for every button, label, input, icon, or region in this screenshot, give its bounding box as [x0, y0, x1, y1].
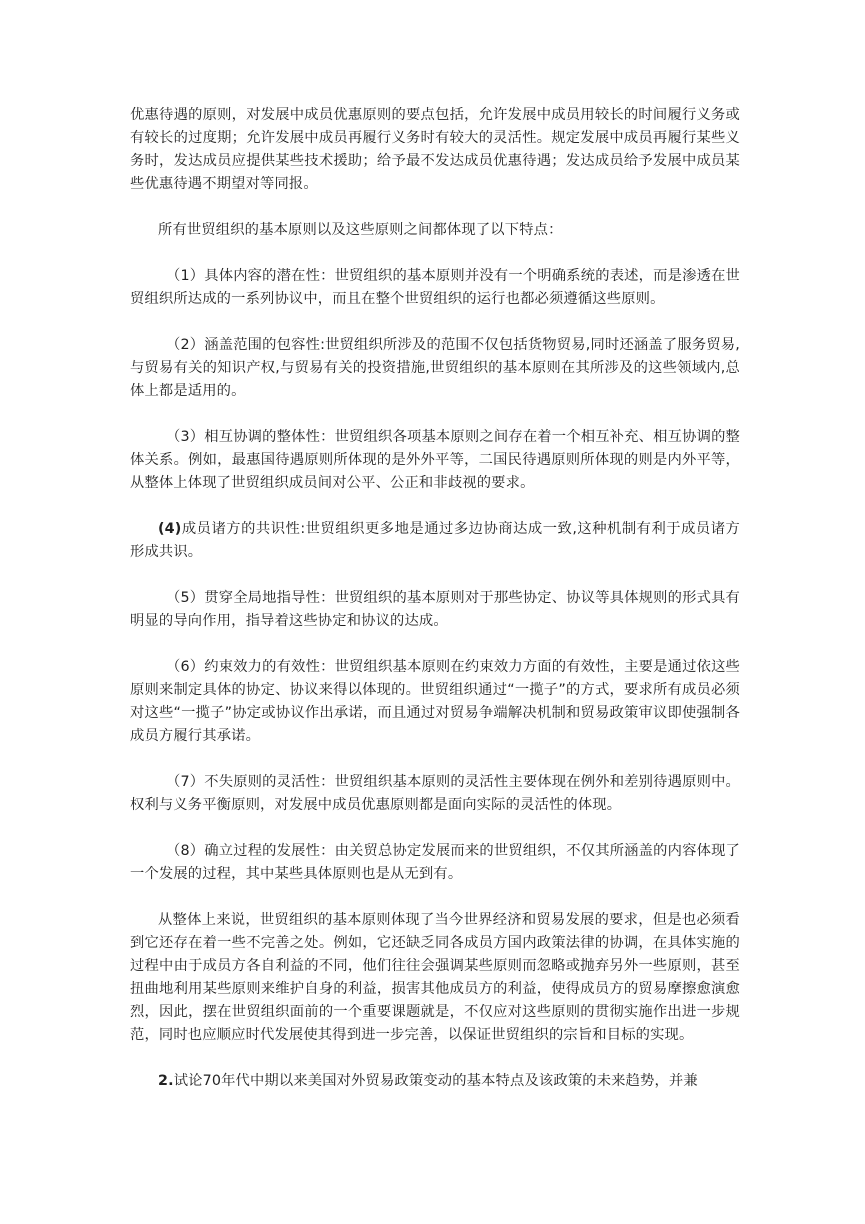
paragraph-lead: (4): [158, 521, 182, 537]
paragraph-item-6: [130, 656, 740, 748]
paragraph-item-7: [130, 771, 740, 817]
paragraph-item-5: [130, 587, 740, 633]
paragraph-question-2: [130, 1070, 740, 1093]
paragraph-text: （2）涵盖范围的包容性:世贸组织所涉及的范围不仅包括货物贸易,同时还涵盖了服务贸易,与贸易有关的知识产权,与贸易有关的投资措施,世贸组织的基本原则在其所涉及的这些领域内,总体上都是适用的。: [130, 337, 740, 399]
paragraph-item-3: [130, 426, 740, 495]
paragraph-conclusion: [130, 909, 740, 1047]
paragraph-characteristics-intro: [130, 219, 740, 242]
paragraph-lead: 2.: [158, 1073, 174, 1089]
paragraph-text: （8）确立过程的发展性：由关贸总协定发展而来的世贸组织，不仅其所涵盖的内容体现了一个发展的过程，其中某些具体原则也是从无到有。: [130, 843, 740, 882]
paragraph-item-2: [130, 334, 740, 403]
paragraph-text: 试论70年代中期以来美国对外贸易政策变动的基本特点及该政策的未来趋势，并兼: [173, 1073, 698, 1089]
paragraph-text: （6）约束效力的有效性：世贸组织基本原则在约束效力方面的有效性，主要是通过依这些原则来制定具体的协定、协议来得以体现的。世贸组织通过“一揽子”的方式，要求所有成员必须对这些“一揽子”协定或协议作出承诺，而且通过对贸易争端解决机制和贸易政策审议即使强制各成员方履行其承诺。: [130, 659, 740, 744]
paragraph-item-8: [130, 840, 740, 886]
document-body: [130, 104, 740, 1116]
paragraph-text: （1）具体内容的潜在性：世贸组织的基本原则并没有一个明确系统的表述，而是渗透在世贸组织所达成的一系列协议中，而且在整个世贸组织的运行也都必须遵循这些原则。: [130, 268, 740, 307]
paragraph-text: （3）相互协调的整体性：世贸组织各项基本原则之间存在着一个相互补充、相互协调的整体关系。例如，最惠国待遇原则所体现的是外外平等，二国民待遇原则所体现的则是内外平等，从整体上体现了世贸组织成员间对公平、公正和非歧视的要求。: [130, 429, 740, 491]
paragraph-text: （5）贯穿全局地指导性：世贸组织的基本原则对于那些协定、协议等具体规则的形式具有明显的导向作用，指导着这些协定和协议的达成。: [130, 590, 740, 629]
paragraph-text: 从整体上来说，世贸组织的基本原则体现了当今世界经济和贸易发展的要求，但是也必须看到它还存在着一些不完善之处。例如，它还缺乏同各成员方国内政策法律的协调，在具体实施的过程中由于成员方各自利益的不同，他们往往会强调某些原则而忽略或抛弃另外一些原则，甚至扭曲地利用某些原则来维护自身的利益，损害其他成员方的利益，使得成员方的贸易摩擦愈演愈烈，因此，摆在世贸组织面前的一个重要课题就是，不仅应对这些原则的贯彻实施作出进一步规范，同时也应顺应时代发展使其得到进一步完善，以保证世贸组织的宗旨和目标的实现。: [130, 912, 740, 1043]
paragraph-item-4: [130, 518, 740, 564]
paragraph-text: 优惠待遇的原则，对发展中成员优惠原则的要点包括，允许发展中成员用较长的时间履行义务或有较长的过度期；允许发展中成员再履行义务时有较大的灵活性。规定发展中成员再履行某些义务时，发达成员应提供某些技术援助；给予最不发达成员优惠待遇；发达成员给予发展中成员某些优惠待遇不期望对等同报。: [130, 107, 740, 192]
paragraph-preferential-treatment: [130, 104, 740, 196]
paragraph-item-1: [130, 265, 740, 311]
paragraph-text: 所有世贸组织的基本原则以及这些原则之间都体现了以下特点：: [158, 222, 563, 238]
paragraph-text: 成员诸方的共识性:世贸组织更多地是通过多边协商达成一致,这种机制有利于成员诸方形成共识。: [130, 521, 740, 560]
paragraph-text: （7）不失原则的灵活性：世贸组织基本原则的灵活性主要体现在例外和差别待遇原则中。权利与义务平衡原则，对发展中成员优惠原则都是面向实际的灵活性的体现。: [130, 774, 740, 813]
